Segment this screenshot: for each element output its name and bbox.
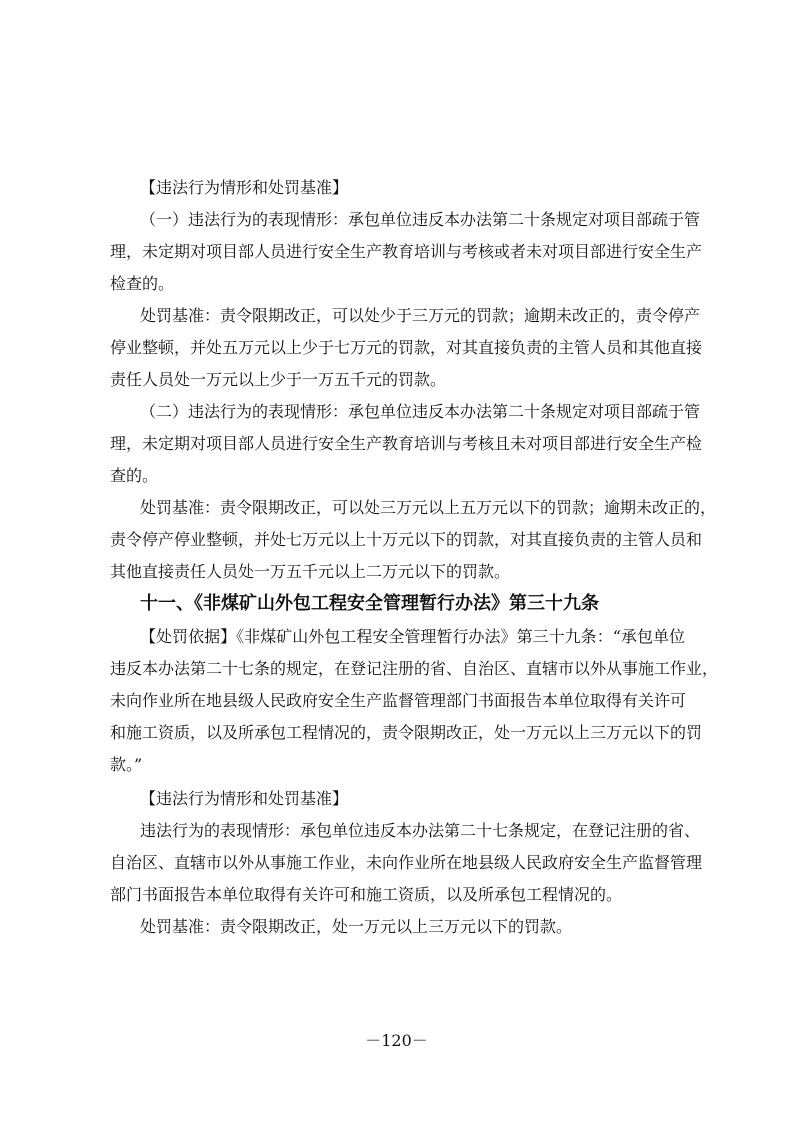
section-label: 【违法行为情形和处罚基准】 [140,789,349,808]
paragraph-line: 理，未定期对项目部人员进行安全生产教育培训与考核或者未对项目部进行安全生产 [110,242,703,261]
paragraph-line: （二）违法行为的表现情形：承包单位违反本办法第二十条规定对项目部疏于管 [140,402,701,421]
paragraph-line: 理，未定期对项目部人员进行安全生产教育培训与考核且未对项目部进行安全生产检 [110,434,703,453]
paragraph-line: 未向作业所在地县级人民政府安全生产监督管理部门书面报告本单位取得有关许可 [110,691,687,710]
paragraph-line: 自治区、直辖市以外从事施工作业，未向作业所在地县级人民政府安全生产监督管理 [110,853,703,872]
paragraph-line: 停业整顿，并处五万元以上少于七万元的罚款，对其直接负责的主管人员和其他直接 [110,338,703,357]
paragraph-line: 【处罚依据】《非煤矿山外包工程安全管理暂行办法》第三十九条：“承包单位 [140,627,685,646]
paragraph-line: 责令停产停业整顿，并处七万元以上十万元以下的罚款，对其直接负责的主管人员和 [110,530,703,549]
paragraph-line: 其他直接责任人员处一万五千元以上二万元以下的罚款。 [110,562,511,581]
paragraph-line: 款。” [110,755,143,774]
section-label: 【违法行为情形和处罚基准】 [140,178,349,197]
paragraph-line: 检查的。 [110,274,175,293]
paragraph-line: 和施工资质，以及所承包工程情况的，责令限期改正，处一万元以上三万元以下的罚 [110,723,703,742]
section-heading: 十一、《非煤矿山外包工程安全管理暂行办法》第三十九条 [140,593,599,614]
paragraph-line: 处罚基准：责令限期改正，处一万元以上三万元以下的罚款。 [140,917,573,936]
paragraph-line: （一）违法行为的表现情形：承包单位违反本办法第二十条规定对项目部疏于管 [140,210,701,229]
paragraph-line: 违反本办法第二十七条的规定，在登记注册的省、自治区、直辖市以外从事施工作业， [110,659,719,678]
paragraph-line: 责任人员处一万元以上少于一万五千元的罚款。 [110,370,447,389]
paragraph-line: 部门书面报告本单位取得有关许可和施工资质，以及所承包工程情况的。 [110,885,623,904]
page-number: －120－ [365,1031,428,1050]
paragraph-line: 查的。 [110,466,159,485]
paragraph-line: 处罚基准：责令限期改正，可以处少于三万元的罚款；逾期未改正的，责令停产 [140,306,701,325]
paragraph-line: 处罚基准：责令限期改正，可以处三万元以上五万元以下的罚款；逾期未改正的， [140,498,717,517]
paragraph-line: 违法行为的表现情形：承包单位违反本办法第二十七条规定，在登记注册的省、 [140,821,701,840]
